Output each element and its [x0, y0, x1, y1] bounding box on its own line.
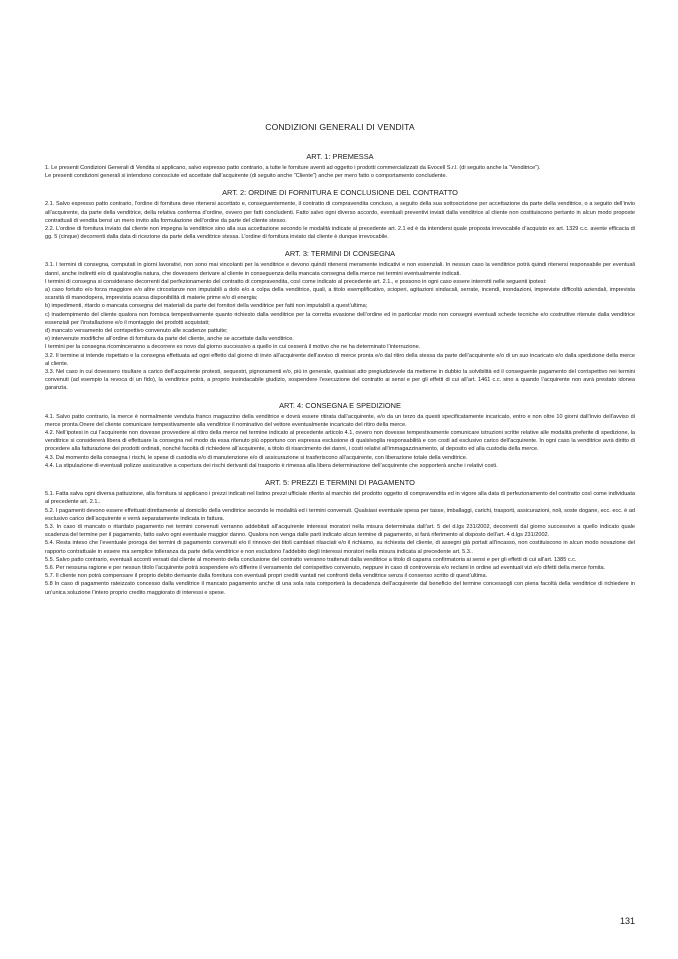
section-paragraph: 4.3. Dal momento della consegna i rischi, le spese di custodia e/o di manutenzione e/o di assicurazione si trasferiscono all’acquirente, con liberazione totale della venditrice.: [45, 454, 468, 461]
section-paragraph: 2.2. L’ordine di fornitura inviato dal cliente non impegna la venditrice sino alla sua accettazione secondo le modalità indicate al precedente art. 2.1 ed è da intendersi quale proposta irrevocabile d’acquisto ex art. 1329 c.c. avente efficacia di gg. 5 (cinque) decorrenti dalla data di ricezione da parte della venditrice stessa. L’ordine di fornitura inviato dal cliente è dunque irrevocabile.: [45, 226, 635, 241]
section-art-2: [45, 188, 635, 241]
section-paragraph: 5.7. Il cliente non potrà compensare il proprio debito derivante dalla fornitura con eventuali propri crediti vantati nei confronti della venditrice senza il consenso scritto di quest’ultima.: [45, 573, 488, 580]
section-paragraph: 5.6. Per nessuna ragione e per nessun titolo l’acquirente potrà sospendere e/o differire il versamento del corrispettivo convenuto, neppure in caso di controversia e/o reclami in ordine ad eventuali vizi e/o difetti della merce fornita.: [45, 564, 606, 571]
section-spacer: [45, 241, 635, 249]
section-paragraph: I termini per la consegna ricominceranno a decorrere ex novo dal giorno successivo a quello in cui cesserà il motivo che ne ha determinato l’interruzione.: [45, 344, 421, 351]
section-art-1: [45, 152, 635, 180]
section-paragraph: 5.4. Resta inteso che l’eventuale proroga dei termini di pagamento convenuti e/o il rinnovo dei titoli cambiari rilasciati e/o il richiamo, su richiesta del cliente, di assegni già portati all’incasso, non costituiscono in alcun modo novazione del rapporto contrattuale in essere ma semplice tolleranza da parte della venditrice e non escludono l’addebito degli interessi moratori nella misura indicata al precedente art. 5.3..: [45, 540, 635, 555]
section-paragraph: 5.1. Fatta salva ogni diversa pattuizione, alla fornitura si applicano i prezzi indicati nel listino prezzi ufficiale riferito al marchio del prodotto oggetto di compravendita ed in vigore alla data di perfezionamento del contratto così come individuata al precedente art. 2.1..: [45, 491, 635, 506]
section-paragraph: 5.8 In caso di pagamento rateizzato concesso dalla venditrice il mancato pagamento anche di una sola rata comporterà la decadenza dell’acquirente dal beneficio del termine concessogli con piena facoltà della venditrice di richiedere in un’unica soluzione l’intero proprio credito maggiorato di interessi e spese.: [45, 581, 635, 596]
section-paragraph: 1. Le presenti Condizioni Generali di Vendita si applicano, salvo espresso patto contrario, a tutte le forniture aventi ad oggetto i prodotti commercializzati da Evocell S.r.l. (di seguito anche la “Venditrice”).: [45, 165, 541, 171]
document-page: [45, 122, 635, 597]
section-paragraph: a) caso fortuito e/o forza maggiore e/o altre circostanze non imputabili a dolo e/o a colpa della venditrice, quali, a titolo esemplificativo, scioperi, agitazioni sindacali, serrate, incendi, inondazioni, impreviste difficoltà aziendali, imprevista scarsità di manodopera, imprevista scarsa disponibilità di materie prime e/o di energia;: [45, 287, 635, 302]
section-paragraph: b) impedimenti, ritardo o mancata consegna dei materiali da parte dei fornitori della venditrice per fatti non imputabili a quest’ultima;: [45, 303, 368, 310]
document-title: CONDIZIONI GENERALI DI VENDITA: [265, 122, 415, 132]
page-number: 131: [619, 916, 635, 926]
section-paragraph: d) mancato versamento del corrispettivo convenuto alle scadenze pattuite;: [45, 328, 228, 335]
section-title: ART. 5: PREZZI E TERMINI DI PAGAMENTO: [265, 478, 415, 488]
section-paragraph: 5.5. Salvo patto contrario, eventuali acconti versati dal cliente al momento della conclusione del contratto verranno trattenuti dalla venditrice a titolo di caparra confirmatoria ai sensi e per gli effetti di cui all’art. 1385 c.c.: [45, 556, 577, 563]
section-paragraph: 4.1. Salvo patto contrario, la merce è normalmente venduta franco magazzino della venditrice e dovrà essere ritirata dall’acquirente, e/o da un terzo da questi specificatamente incaricato, entro e non oltre 10 giorni dall’invio dell’avviso di merce pronta.Onere del cliente comunicare tempestivamente alla venditrice il nominativo del vettore eventualmente incaricato del ritiro della merce.: [45, 413, 635, 428]
section-paragraph: I termini di consegna si considerano decorrenti dal perfezionamento del contratto di compravendita, così come indicato al precedente art. 2.1., e possono in ogni caso essere interrotti nelle seguenti ipotesi:: [45, 278, 547, 285]
section-art-4: [45, 401, 635, 470]
section-paragraph: 2.1. Salvo espresso patto contrario, l’ordine di fornitura deve ritenersi accettato e, conseguentemente, il contratto di compravendita concluso, a seguito della sua sottoscrizione per accettazione da parte della venditrice, o a seguito dell’invio all’acquirente, da parte della venditrice, della relativa conferma d’ordine, ovvero per fatti concludenti. Fatto salvo ogni diverso accordo, eventuali preventivi inviati dalla venditrice al cliente non costituiscono pertanto in alcun modo proposte contrattuali di vendita bensì un mero invito alla formulazione dell’ordine da parte del cliente stesso.: [45, 201, 635, 224]
section-paragraph: 3.3. Nel caso in cui dovessero risultare a carico dell’acquirente protesti, sequestri, pignoramenti e/o, più in generale, qualsiasi atto pregiudizievole da metterne in dubbio la solvibilità ed il conseguente pagamento del corrispettivo nei termini convenuti (ad esempio la revoca di un fido), la venditrice potrà, a proprio insindacabile giudizio, sospendere l’esecuzione del contratto ai sensi e per gli effetti di cui all’art. 1461 c.c. sino a quando l’acquirente non avrà prestato idonea garanzia.: [45, 369, 635, 392]
section-spacer: [45, 393, 635, 401]
section-title: ART. 1: PREMESSA: [306, 152, 374, 161]
section-spacer: [45, 180, 635, 188]
section-paragraph: 3.1. I termini di consegna, computati in giorni lavorativi, non sono mai vincolanti per la venditrice e devono quindi ritenersi meramente indicativi e non essenziali. In nessun caso la venditrice potrà quindi ritenersi responsabile per eventuali danni, anche indiretti e/o di qualsivoglia natura, che dovessero derivare al cliente in conseguenza della mancata consegna della merce nei termini eventualmente indicati.: [45, 262, 635, 277]
section-paragraph: Le presenti condizioni generali si intendono conosciute ed accettate dall’acquirente (di seguito anche “Cliente”) anche per mero fatto o comportamento concludente.: [45, 173, 448, 180]
section-paragraph: e) intervenute modifiche all’ordine di fornitura da parte del cliente, anche se accettate dalla venditrice.: [45, 336, 294, 343]
section-title: ART. 3: TERMINI DI CONSEGNA: [284, 249, 396, 259]
section-paragraph: 3.2. Il termine si intende rispettato e la consegna effettuata ad ogni effetto dal giorno di invio all’acquirente dell’avviso di merce pronta e/o dal ritiro della stessa da parte dell’acquirente e/o di un suo incaricato e/o dalla spedizione della merce al cliente.: [45, 352, 635, 367]
section-paragraph: 4.4. La stipulazione di eventuali polizze assicurative a copertura dei rischi derivanti dal trasporto è rimessa alla libera determinazione dell’acquirente che sopporterà anche i relativi costi.: [45, 462, 498, 469]
section-art-5: [45, 478, 635, 597]
section-title: ART. 2: ORDINE DI FORNITURA E CONCLUSIONE DEL CONTRATTO: [222, 188, 458, 198]
section-paragraph: 5.3. In caso di mancato o ritardato pagamento nei termini convenuti verranno addebitati all’acquirente interessi moratori nella misura determinata dall’art. 5 del d.lgs 231/2002, decorrenti dal giorno successivo a quello indicato quale scadenza del termine per il pagamento, fatto salvo ogni eventuale maggior danno. Qualora non venga dalle parti indicato alcun termine di pagamento, si farà riferimento al disposto dell’art. 4 d.lgs 231/2002.: [45, 523, 635, 539]
section-paragraph: 5.2. I pagamenti devono essere effettuati direttamente al domicilio della venditrice secondo le modalità ed i termini convenuti. Qualsiasi eventuale spesa per tasse, imballaggi, carichi, trasporti, assicurazioni, noli, soste dogane, ecc. ecc. è ad esclusivo carico dell’acquirente e verrà separatamente indicata in fattura.: [45, 507, 635, 522]
section-paragraph: 4.2. Nell’ipotesi in cui l’acquirente non dovesse provvedere al ritiro della merce nel termine indicato al precedente articolo 4.1, ovvero non dovesse tempestivamente comunicare istruzioni scritte relative alle modalità preferite di spedizione, la venditrice si considererà libera di effettuare la consegna nel modo da essa ritenuto più opportuno con espressa esclusione di qualsivoglia responsabilità e con costi ad esclusivo carico dell’acquirente. In ogni caso la venditrice avrà diritto di procedere alla fatturazione dei prodotti ordinati, nonché facoltà di richiedere all’acquirente, a titolo di risarcimento dei danni, i costi relativi all’immagazzinamento, al deposito ed alla custodia della merce.: [45, 430, 635, 453]
section-paragraph: c) inadempimento del cliente qualora non fornisca tempestivamente quanto richiesto dalla venditrice per la corretta evasione dell’ordine ed in particolar modo non consegni eventuali schede tecniche e/o costruttive ritenute dalla venditrice essenziali per l’installazione e/o il montaggio dei prodotti acquistati;: [45, 311, 635, 326]
section-title: ART. 4: CONSEGNA E SPEDIZIONE: [279, 400, 401, 410]
section-spacer: [45, 470, 635, 478]
sections-container: [45, 152, 635, 597]
section-art-3: [45, 249, 635, 392]
